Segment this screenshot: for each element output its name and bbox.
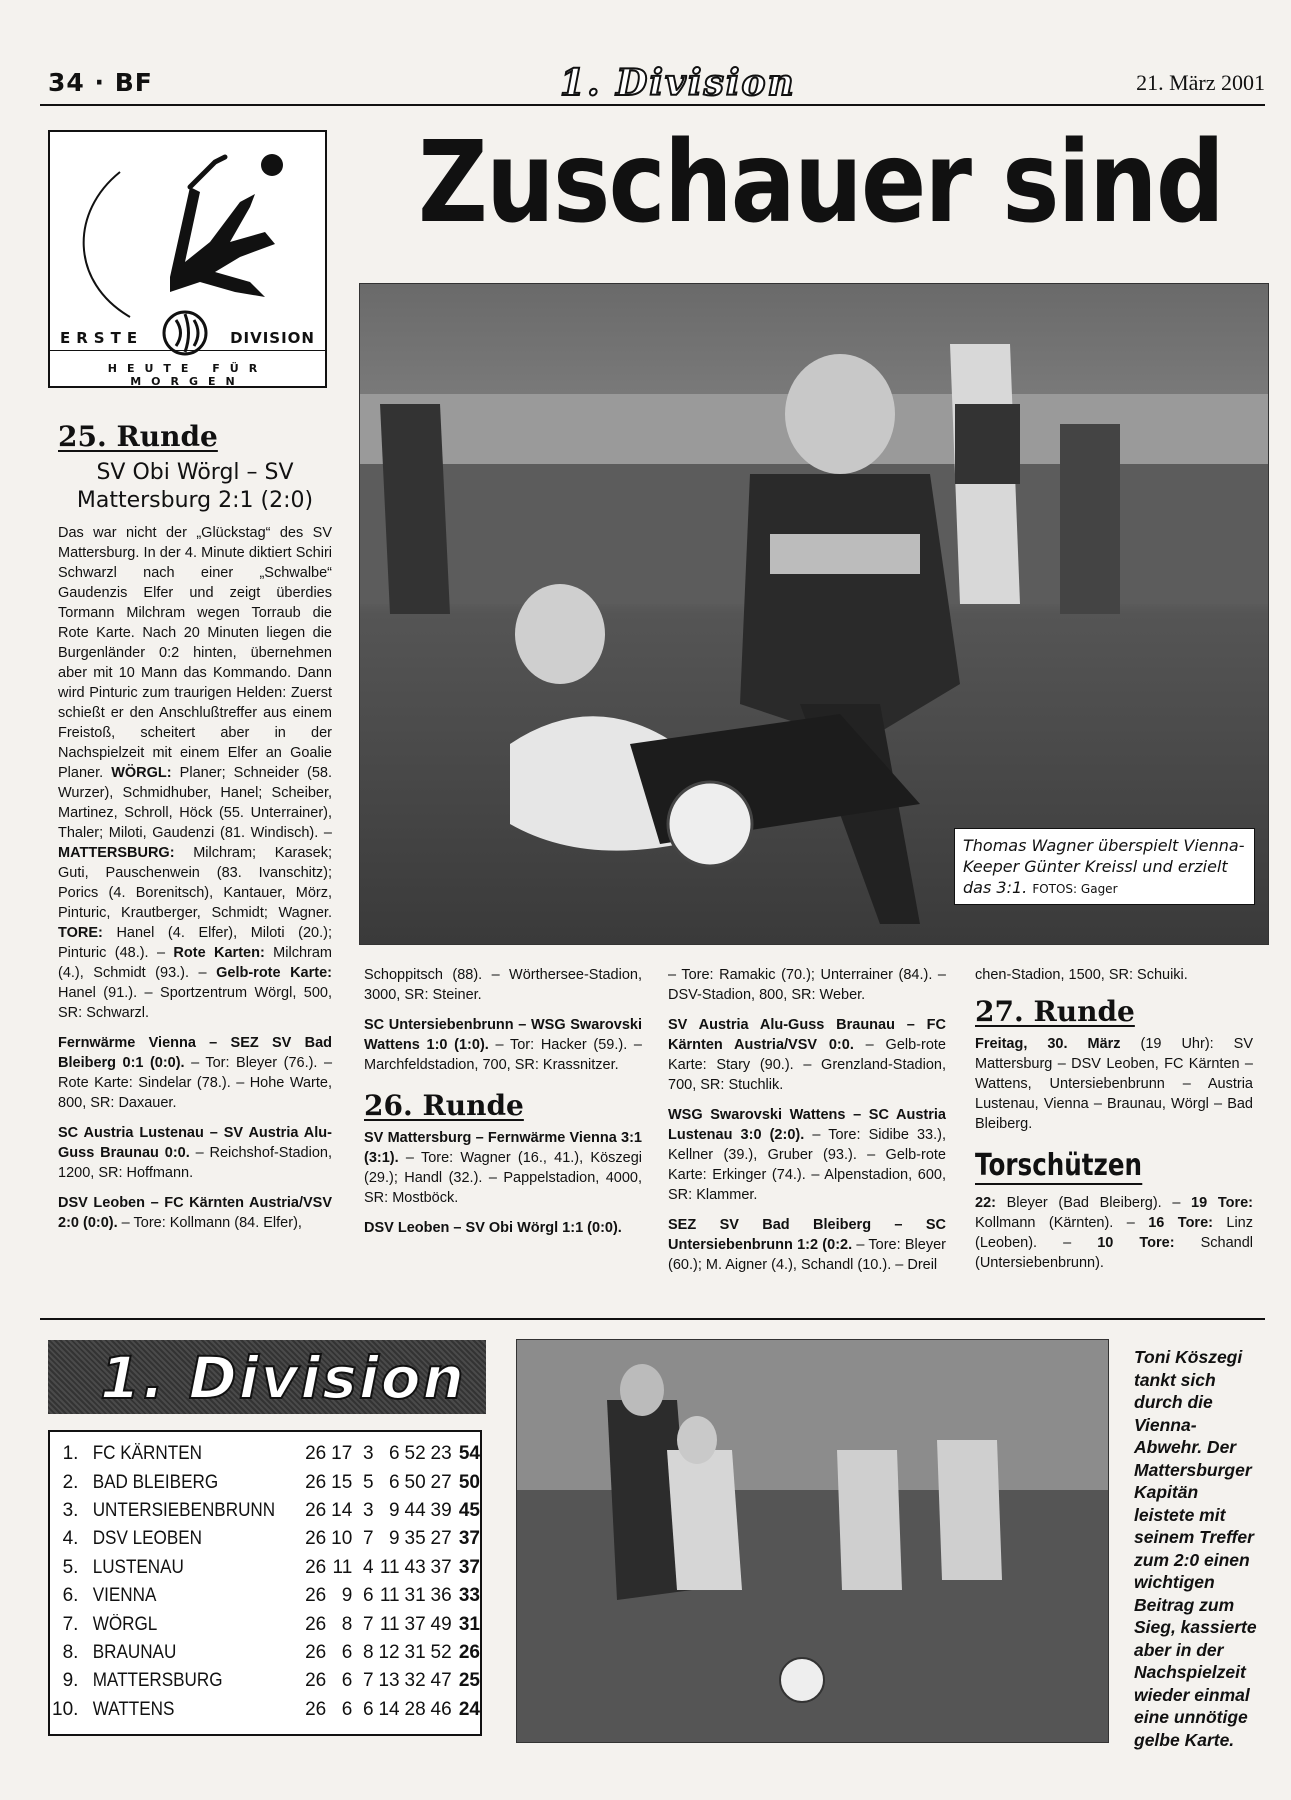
- rank: 9.: [62, 1670, 79, 1692]
- team-name: WÖRGL: [93, 1613, 158, 1635]
- losses: 14: [378, 1698, 400, 1720]
- wins: 15: [331, 1471, 353, 1493]
- goals-for: 31: [404, 1641, 426, 1663]
- goals-for: 52: [404, 1443, 426, 1465]
- table-row: [52, 1468, 480, 1496]
- fixtures: [975, 1034, 1253, 1134]
- goals-against: 47: [430, 1670, 452, 1692]
- scorer-name: Linz (Leoben). –: [975, 1215, 1253, 1251]
- played: 26: [305, 1528, 327, 1550]
- draws: 8: [363, 1641, 374, 1663]
- match-result-text: – Tore: Sidibe 33.), Kellner (39.), Gruber (93.). – Gelb-rote Karte: Erkinger (74.). – Alpenstadion, 600, SR: Klammer.: [668, 1127, 946, 1203]
- goals-for: 50: [404, 1471, 426, 1493]
- logo-tagline: HEUTE FÜR MORGEN: [107, 362, 268, 388]
- goals-against: 23: [430, 1443, 452, 1465]
- fixture-list: (19 Uhr): SV Mattersburg – DSV Leoben, FC Kärnten – Wattens, Untersiebenbrunn – Austria Lustenau, Vienna – Braunau, Wörgl – Bad Bleiberg.: [975, 1036, 1253, 1132]
- red-cards-label: Rote Karten:: [165, 945, 265, 961]
- match-result-title: SV Mattersburg – Fernwärme Vienna 3:1 (3:1).: [364, 1130, 642, 1166]
- continued-text: Schoppitsch (88). – Wörthersee-Stadion, 3000, SR: Steiner.: [364, 967, 642, 1003]
- soccer-duel-photo: [517, 1340, 1108, 1742]
- column-3: [668, 965, 946, 1285]
- scorer-name: Schandl (Untersiebenbrunn).: [975, 1235, 1253, 1271]
- team-name: VIENNA: [93, 1585, 157, 1607]
- scorer-count: 22:: [975, 1195, 996, 1211]
- losses: 6: [389, 1471, 400, 1493]
- yellow-red-label: Gelb-rote Karte:: [206, 965, 332, 981]
- rank: 8.: [62, 1641, 79, 1663]
- points: 45: [458, 1499, 480, 1521]
- match-report: [58, 523, 332, 1023]
- draws: 6: [363, 1698, 374, 1720]
- played: 26: [305, 1556, 327, 1578]
- points: 26: [458, 1641, 480, 1663]
- wins: 9: [341, 1585, 353, 1607]
- played: 26: [305, 1613, 327, 1635]
- draws: 7: [363, 1613, 374, 1635]
- wins: 10: [331, 1528, 353, 1550]
- second-photo: [516, 1339, 1109, 1743]
- standings-table-box: [48, 1430, 482, 1736]
- goals-label: TORE:: [58, 925, 103, 941]
- points: 50: [458, 1471, 480, 1493]
- goals-against: 52: [430, 1641, 452, 1663]
- draws: 7: [363, 1528, 374, 1550]
- standings-banner: [48, 1340, 486, 1414]
- logo-word-division: DIVISION: [230, 329, 315, 347]
- draws: 4: [363, 1556, 374, 1578]
- mattersburg-label: MATTERSBURG:: [58, 845, 175, 861]
- goals-against: 36: [430, 1585, 452, 1607]
- match-result: [58, 1123, 332, 1183]
- losses: 9: [389, 1499, 400, 1521]
- played: 26: [305, 1499, 327, 1521]
- match-result-text: – Tore: Kollmann (84. Elfer),: [117, 1215, 302, 1231]
- match-result-title: Fernwärme Vienna – SEZ SV Bad Bleiberg 0:1 (0:0).: [58, 1035, 332, 1071]
- goals-against: 37: [430, 1556, 452, 1578]
- team-name: MATTERSBURG: [93, 1670, 223, 1692]
- draws: 7: [363, 1670, 374, 1692]
- scorer-count: 19 Tore:: [1180, 1195, 1253, 1211]
- table-row: [52, 1696, 480, 1724]
- points: 33: [458, 1585, 480, 1607]
- match-result-title: SC Austria Lustenau – SV Austria Alu-Guss Braunau 0:0.: [58, 1125, 332, 1161]
- column-1: [58, 420, 332, 1243]
- goals-against: 46: [430, 1698, 452, 1720]
- match-result-text: – Reichshof-Stadion, 1200, SR: Hoffmann.: [58, 1145, 333, 1181]
- rank: 2.: [62, 1471, 79, 1493]
- losses: 11: [379, 1585, 400, 1607]
- continued-text: chen-Stadion, 1500, SR: Schuiki.: [975, 967, 1188, 983]
- table-row: [52, 1497, 480, 1525]
- erste-division-logo: [48, 130, 327, 388]
- losses: 13: [378, 1670, 400, 1692]
- round-27-heading: 27. Runde: [975, 995, 1135, 1028]
- round-26-heading: 26. Runde: [364, 1089, 524, 1122]
- match-result: [668, 1105, 946, 1205]
- points: 54: [458, 1443, 480, 1465]
- losses: 11: [379, 1556, 400, 1578]
- column-2: [364, 965, 642, 1248]
- points: 25: [458, 1670, 480, 1692]
- rank: 1.: [62, 1443, 79, 1465]
- goals-for: 37: [404, 1613, 426, 1635]
- played: 26: [305, 1471, 327, 1493]
- rank: 7.: [62, 1613, 79, 1635]
- table-row: [52, 1639, 480, 1667]
- match-result-text: – Tore: Wagner (16., 41.), Köszegi (29.); Handl (32.). – Pappelstadion, 4000, SR: Mostböck.: [364, 1150, 642, 1206]
- goals-against: 49: [430, 1613, 452, 1635]
- team-name: BRAUNAU: [93, 1641, 177, 1663]
- woergl-lineup: Planer; Schneider (58. Wurzer), Schmidhuber, Hanel; Scheiber, Martinez, Schroll, Höck (55. Unterrainer), Thaler; Miloti, Gaudenzi (81. Windisch). –: [58, 765, 333, 841]
- main-photo-caption-text: Thomas Wagner überspielt Vienna-Keeper Günter Kreissl und erzielt das 3:1.: [963, 836, 1245, 897]
- match-result-text: – Tor: Bleyer (76.). – Rote Karte: Sindelar (78.). – Hohe Warte, 800, SR: Daxauer.: [58, 1055, 333, 1111]
- main-photo-caption: [954, 828, 1255, 905]
- wins: 8: [341, 1613, 353, 1635]
- wins: 6: [341, 1698, 353, 1720]
- team-name: UNTERSIEBENBRUNN: [93, 1499, 276, 1521]
- match-title: SV Obi Wörgl – SV Mattersburg 2:1 (2:0): [76, 460, 314, 513]
- section-rule: [40, 1318, 1265, 1320]
- headline: Zuschauer sind: [418, 118, 1224, 248]
- rank: 6.: [62, 1585, 79, 1607]
- points: 24: [458, 1698, 480, 1720]
- match-result-title: WSG Swarovski Wattens – SC Austria Lustenau 3:0 (2:0).: [668, 1107, 946, 1143]
- draws: 5: [363, 1471, 374, 1493]
- table-row: [52, 1525, 480, 1553]
- match-result: [364, 1218, 642, 1238]
- match-result-title: SC Untersiebenbrunn – WSG Swarovski Wattens 1:0 (1:0).: [364, 1017, 642, 1053]
- top-scorers: [975, 1193, 1253, 1273]
- match-result: [58, 1033, 332, 1113]
- played: 26: [305, 1443, 327, 1465]
- table-row: [52, 1582, 480, 1610]
- draws: 3: [363, 1443, 374, 1465]
- match-result: [364, 1128, 642, 1208]
- fixture-date-label: Freitag, 30. März: [975, 1036, 1121, 1052]
- page-number: 34 · BF: [48, 68, 153, 97]
- match-result-title: DSV Leoben – SV Obi Wörgl 1:1 (0:0).: [364, 1220, 622, 1236]
- goals-for: 31: [404, 1585, 426, 1607]
- logo-divider: [50, 350, 325, 351]
- standings-title: 1. Division: [100, 1344, 466, 1412]
- top-scorers-heading: Torschützen: [975, 1148, 1143, 1183]
- goals-for: 35: [404, 1528, 426, 1550]
- mattersburg-lineup: Milchram; Karasek; Guti, Pauschenwein (83. Ivanschitz); Porics (4. Borenitsch), Kantauer, Mörz, Pinturic, Krautberger, Schmidt; Wagner.: [58, 845, 332, 921]
- match-result-title: SEZ SV Bad Bleiberg – SC Untersiebenbrunn 1:2 (0:2.: [668, 1217, 946, 1253]
- match-result: [58, 1193, 332, 1233]
- goals-for: 28: [404, 1698, 426, 1720]
- second-photo-caption: Toni Köszegi tankt sich durch die Vienna-Abwehr. Der Mattersburger Kapitän leistete mit seinem Treffer zum 2:0 einen wichtigen Beitrag zum Sieg, kassierte aber in der Nachspielzeit wieder einmal eine unnötige gelbe Karte.: [1134, 1347, 1257, 1750]
- match-result: [668, 1215, 946, 1275]
- match-result-text: – Tore: Bleyer (60.); M. Aigner (4.), Schandl (10.). – Dreil: [668, 1237, 946, 1273]
- round-25-heading: 25. Runde: [58, 420, 218, 453]
- scorer-count: 10 Tore:: [1071, 1235, 1175, 1251]
- header-rule: [40, 104, 1265, 106]
- wins: 6: [341, 1670, 353, 1692]
- goals-against: 27: [430, 1528, 452, 1550]
- match-result-title: DSV Leoben – FC Kärnten Austria/VSV 2:0 (0:0).: [58, 1195, 332, 1231]
- table-row: [52, 1667, 480, 1695]
- wins: 14: [331, 1499, 353, 1521]
- team-name: FC KÄRNTEN: [93, 1443, 203, 1465]
- issue-date: 21. März 2001: [1136, 70, 1265, 95]
- match-result-text: – Tor: Hacker (59.). – Marchfeldstadion, 700, SR: Krassnitzer.: [364, 1037, 643, 1073]
- team-name: WATTENS: [93, 1698, 175, 1720]
- wins: 11: [332, 1556, 353, 1578]
- played: 26: [305, 1670, 327, 1692]
- goals-for: 32: [404, 1670, 426, 1692]
- rank: 10.: [52, 1698, 79, 1720]
- column-4: [975, 965, 1253, 1283]
- losses: 9: [389, 1528, 400, 1550]
- points: 31: [458, 1613, 480, 1635]
- photo-credit: FOTOS: Gager: [1032, 882, 1118, 896]
- wins: 17: [331, 1443, 353, 1465]
- section-title: 1. Division: [560, 62, 796, 104]
- goals-against: 27: [430, 1471, 452, 1493]
- standings-table: [52, 1440, 480, 1724]
- wins: 6: [341, 1641, 353, 1663]
- scorer-name: Kollmann (Kärnten). –: [975, 1215, 1135, 1231]
- goals-text: Hanel (4. Elfer), Miloti (20.); Pinturic (48.). –: [58, 925, 332, 961]
- match-result: [364, 1015, 642, 1075]
- losses: 6: [389, 1443, 400, 1465]
- team-name: DSV LEOBEN: [93, 1528, 203, 1550]
- scorer-count: 16 Tore:: [1134, 1215, 1213, 1231]
- rank: 3.: [62, 1499, 79, 1521]
- match-result-title: SV Austria Alu-Guss Braunau – FC Kärnten Austria/VSV 0:0.: [668, 1017, 946, 1053]
- goals-against: 39: [430, 1499, 452, 1521]
- scorer-name: Bleyer (Bad Bleiberg). –: [995, 1195, 1181, 1211]
- points: 37: [458, 1528, 480, 1550]
- table-row: [52, 1610, 480, 1638]
- played: 26: [305, 1641, 327, 1663]
- goals-for: 43: [404, 1556, 426, 1578]
- points: 37: [458, 1556, 480, 1578]
- goals-for: 44: [404, 1499, 426, 1521]
- rank: 5.: [62, 1556, 79, 1578]
- player-silhouette-icon: [50, 132, 325, 322]
- team-name: LUSTENAU: [93, 1556, 185, 1578]
- team-name: BAD BLEIBERG: [93, 1471, 219, 1493]
- yellow-red-text: Hanel (91.). – Sportzentrum Wörgl, 500, SR: Schwarzl.: [58, 985, 332, 1021]
- continued-text: – Tore: Ramakic (70.); Unterrainer (84.). – DSV-Stadion, 800, SR: Weber.: [668, 967, 946, 1003]
- losses: 11: [379, 1613, 400, 1635]
- table-row: [52, 1440, 480, 1468]
- played: 26: [305, 1698, 327, 1720]
- table-row: [52, 1554, 480, 1582]
- match-report-text: Das war nicht der „Glückstag“ des SV Mattersburg. In der 4. Minute diktiert Schiri Schwarzl nach einer „Schwalbe“ Gaudenzis Elfer und zeigt überdies Tormann Milchram wegen Torraub die Rote Karte. Nach 20 Minuten liegen die Burgenländer 0:2 hinten, übernehmen aber mit 10 Mann das Kommando. Dann wird Pinturic zum traurigen Helden: Zuerst schießt er den Anschlußtreffer aus einem Freistoß, scheitert aber in der Nachspielzeit mit einem Elfer an Goalie Planer.: [58, 525, 332, 781]
- draws: 3: [363, 1499, 374, 1521]
- red-cards-text: Milchram (4.), Schmidt (93.). –: [58, 945, 332, 981]
- played: 26: [305, 1585, 327, 1607]
- woergl-label: WÖRGL:: [111, 765, 172, 781]
- rank: 4.: [62, 1528, 79, 1550]
- match-result-text: – Gelb-rote Karte: Stary (90.). – Grenzland-Stadion, 700, SR: Stuchlik.: [668, 1037, 946, 1093]
- logo-word-erste: ERSTE: [60, 329, 144, 347]
- losses: 12: [378, 1641, 400, 1663]
- match-result: [668, 1015, 946, 1095]
- draws: 6: [363, 1585, 374, 1607]
